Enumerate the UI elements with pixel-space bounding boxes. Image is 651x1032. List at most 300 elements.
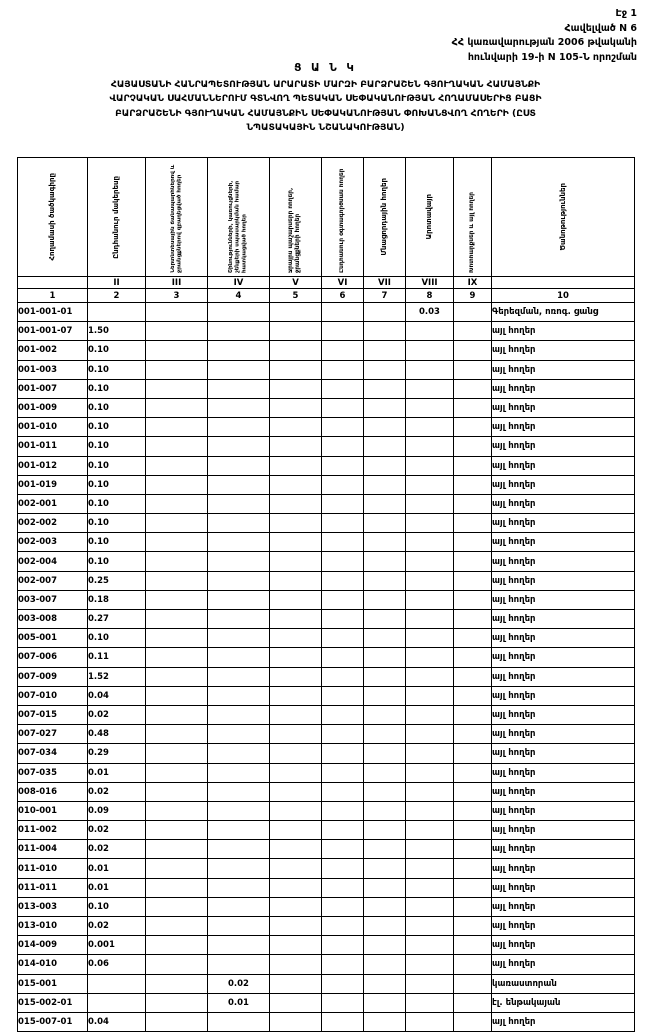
cell-buildings <box>208 859 270 878</box>
cell-pasture <box>406 590 454 609</box>
cell-notes: այլ հողեր <box>492 840 635 859</box>
cell-total-area: 0.10 <box>88 629 146 648</box>
cell-residual <box>364 418 406 437</box>
cell-pasture <box>406 725 454 744</box>
table-row <box>18 475 635 494</box>
cell-buildings <box>208 667 270 686</box>
cell-code: 002-003 <box>18 533 88 552</box>
land-registry-table <box>17 157 635 1032</box>
cell-residual <box>364 917 406 936</box>
table-roman-row <box>18 277 635 289</box>
cell-roads-canals <box>146 1012 208 1031</box>
cell-notes: այլ հողեր <box>492 744 635 763</box>
cell-common-use <box>322 840 364 859</box>
cell-residual <box>364 878 406 897</box>
cell-pasture <box>406 667 454 686</box>
cell-pasture <box>406 917 454 936</box>
cell-roads-canals <box>146 322 208 341</box>
cell-total-area: 0.10 <box>88 552 146 571</box>
cell-common-use <box>322 705 364 724</box>
page-number: Էջ 1 <box>615 8 637 19</box>
cell-water <box>270 840 322 859</box>
cell-hayfields <box>454 322 492 341</box>
cell-roads-canals <box>146 494 208 513</box>
cell-pasture <box>406 936 454 955</box>
cell-code: 011-002 <box>18 821 88 840</box>
cell-roads-canals <box>146 437 208 456</box>
cell-buildings <box>208 955 270 974</box>
cell-common-use <box>322 763 364 782</box>
cell-residual <box>364 936 406 955</box>
table-row <box>18 782 635 801</box>
cell-residual <box>364 648 406 667</box>
subtitle-line-4: ՆՊԱՏԱԿԱՅԻՆ ՆՇԱՆԱԿՈՒԹՅԱՆ) <box>246 121 405 133</box>
cell-residual <box>364 322 406 341</box>
cell-roads-canals <box>146 859 208 878</box>
cell-notes: այլ հողեր <box>492 936 635 955</box>
cell-roads-canals <box>146 801 208 820</box>
cell-buildings <box>208 360 270 379</box>
cell-roads-canals <box>146 360 208 379</box>
colnum-10: 10 <box>492 289 635 303</box>
cell-pasture <box>406 494 454 513</box>
cell-common-use <box>322 341 364 360</box>
column-header-total-area-label: Ընդհանուր մակերեսը <box>112 175 121 259</box>
cell-pasture <box>406 821 454 840</box>
cell-common-use <box>322 437 364 456</box>
cell-pasture <box>406 705 454 724</box>
page-subtitle <box>20 78 631 135</box>
cell-total-area: 0.04 <box>88 1012 146 1031</box>
cell-residual <box>364 341 406 360</box>
cell-notes: այլ հողեր <box>492 360 635 379</box>
cell-notes: էլ. ենթակայան <box>492 993 635 1012</box>
cell-total-area: 0.18 <box>88 590 146 609</box>
cell-common-use <box>322 610 364 629</box>
cell-residual <box>364 763 406 782</box>
cell-residual <box>364 705 406 724</box>
cell-roads-canals <box>146 897 208 916</box>
cell-code: 002-001 <box>18 494 88 513</box>
cell-code: 007-034 <box>18 744 88 763</box>
cell-water <box>270 763 322 782</box>
cell-roads-canals <box>146 475 208 494</box>
table-row <box>18 744 635 763</box>
cell-water <box>270 897 322 916</box>
cell-roads-canals <box>146 341 208 360</box>
document-header-block <box>452 22 637 65</box>
cell-notes: այլ հողեր <box>492 763 635 782</box>
cell-hayfields <box>454 475 492 494</box>
cell-hayfields <box>454 801 492 820</box>
cell-residual <box>364 590 406 609</box>
cell-notes: այլ հողեր <box>492 398 635 417</box>
cell-code: 001-019 <box>18 475 88 494</box>
cell-roads-canals <box>146 418 208 437</box>
cell-hayfields <box>454 955 492 974</box>
colnum-7: 7 <box>364 289 406 303</box>
cell-pasture <box>406 974 454 993</box>
cell-water <box>270 667 322 686</box>
cell-buildings <box>208 878 270 897</box>
table-row <box>18 552 635 571</box>
table-row <box>18 398 635 417</box>
cell-common-use <box>322 303 364 322</box>
cell-notes: այլ հողեր <box>492 725 635 744</box>
cell-buildings <box>208 629 270 648</box>
cell-pasture <box>406 897 454 916</box>
cell-water <box>270 725 322 744</box>
cell-roads-canals <box>146 744 208 763</box>
cell-notes: այլ հողեր <box>492 322 635 341</box>
cell-code: 001-003 <box>18 360 88 379</box>
cell-code: 008-016 <box>18 782 88 801</box>
cell-hayfields <box>454 341 492 360</box>
cell-notes: այլ հողեր <box>492 859 635 878</box>
cell-roads-canals <box>146 955 208 974</box>
cell-roads-canals <box>146 456 208 475</box>
cell-hayfields <box>454 705 492 724</box>
cell-notes: այլ հողեր <box>492 629 635 648</box>
cell-hayfields <box>454 878 492 897</box>
cell-residual <box>364 725 406 744</box>
cell-common-use <box>322 974 364 993</box>
table-number-row <box>18 289 635 303</box>
cell-buildings <box>208 763 270 782</box>
cell-hayfields <box>454 648 492 667</box>
table-row <box>18 725 635 744</box>
cell-hayfields <box>454 686 492 705</box>
cell-total-area: 0.02 <box>88 840 146 859</box>
roman-4: IV <box>208 277 270 289</box>
cell-water <box>270 1012 322 1031</box>
cell-notes: այլ հողեր <box>492 552 635 571</box>
cell-pasture <box>406 782 454 801</box>
cell-total-area: 0.10 <box>88 398 146 417</box>
cell-total-area: 0.09 <box>88 801 146 820</box>
cell-common-use <box>322 590 364 609</box>
cell-hayfields <box>454 859 492 878</box>
roman-1 <box>18 277 88 289</box>
cell-roads-canals <box>146 648 208 667</box>
cell-common-use <box>322 398 364 417</box>
cell-common-use <box>322 571 364 590</box>
table-row <box>18 667 635 686</box>
table-row <box>18 629 635 648</box>
cell-total-area: 0.01 <box>88 878 146 897</box>
cell-hayfields <box>454 590 492 609</box>
cell-hayfields <box>454 437 492 456</box>
column-header-buildings-label: Շինությունների, կառույցների, շենքերի սպասարկման համար հատկացված հողեր <box>228 180 248 273</box>
table-row <box>18 418 635 437</box>
cell-water <box>270 629 322 648</box>
cell-code: 007-035 <box>18 763 88 782</box>
cell-total-area: 1.52 <box>88 667 146 686</box>
cell-pasture <box>406 533 454 552</box>
cell-buildings <box>208 705 270 724</box>
cell-water <box>270 533 322 552</box>
cell-code: 001-012 <box>18 456 88 475</box>
cell-water <box>270 648 322 667</box>
cell-water <box>270 705 322 724</box>
cell-residual <box>364 629 406 648</box>
cell-total-area: 0.10 <box>88 456 146 475</box>
cell-hayfields <box>454 840 492 859</box>
cell-pasture <box>406 955 454 974</box>
cell-buildings <box>208 533 270 552</box>
cell-roads-canals <box>146 590 208 609</box>
column-header-buildings <box>208 158 270 277</box>
roman-6: VI <box>322 277 364 289</box>
cell-pasture <box>406 552 454 571</box>
cell-code: 011-011 <box>18 878 88 897</box>
cell-buildings <box>208 897 270 916</box>
cell-common-use <box>322 936 364 955</box>
cell-water <box>270 801 322 820</box>
cell-total-area: 0.02 <box>88 821 146 840</box>
table-row <box>18 763 635 782</box>
cell-hayfields <box>454 936 492 955</box>
cell-hayfields <box>454 725 492 744</box>
cell-notes: այլ հողեր <box>492 917 635 936</box>
cell-water <box>270 936 322 955</box>
cell-buildings <box>208 418 270 437</box>
cell-residual <box>364 552 406 571</box>
cell-pasture <box>406 801 454 820</box>
cell-residual <box>364 303 406 322</box>
cell-pasture <box>406 744 454 763</box>
cell-hayfields <box>454 360 492 379</box>
header-line-1: Հավելված N 6 <box>564 23 637 34</box>
cell-code: 002-004 <box>18 552 88 571</box>
cell-roads-canals <box>146 552 208 571</box>
cell-water <box>270 552 322 571</box>
cell-residual <box>364 398 406 417</box>
cell-pasture <box>406 610 454 629</box>
cell-residual <box>364 610 406 629</box>
cell-total-area <box>88 303 146 322</box>
cell-total-area: 0.02 <box>88 782 146 801</box>
table-row <box>18 840 635 859</box>
table-row <box>18 437 635 456</box>
cell-roads-canals <box>146 878 208 897</box>
cell-hayfields <box>454 514 492 533</box>
cell-total-area: 0.10 <box>88 533 146 552</box>
cell-total-area: 0.10 <box>88 437 146 456</box>
cell-residual <box>364 801 406 820</box>
cell-code: 014-009 <box>18 936 88 955</box>
cell-pasture <box>406 360 454 379</box>
cell-code: 010-001 <box>18 801 88 820</box>
cell-hayfields <box>454 744 492 763</box>
cell-residual <box>364 1012 406 1031</box>
cell-total-area: 0.10 <box>88 341 146 360</box>
table-row <box>18 322 635 341</box>
cell-buildings <box>208 552 270 571</box>
cell-hayfields <box>454 494 492 513</box>
cell-notes: այլ հողեր <box>492 667 635 686</box>
cell-notes: այլ հողեր <box>492 494 635 513</box>
cell-pasture <box>406 993 454 1012</box>
cell-roads-canals <box>146 514 208 533</box>
cell-roads-canals <box>146 303 208 322</box>
roman-9: IX <box>454 277 492 289</box>
cell-roads-canals <box>146 533 208 552</box>
cell-water <box>270 322 322 341</box>
cell-pasture <box>406 1012 454 1031</box>
cell-buildings <box>208 437 270 456</box>
cell-pasture <box>406 437 454 456</box>
cell-code: 001-001-07 <box>18 322 88 341</box>
subtitle-line-2: ՎԱՐՉԱԿԱՆ ՍԱՀՄԱՆՆԵՐՈՒՄ ԳՏՆՎՈՂ ՊԵՏԱԿԱՆ ՍԵՓԱԿԱՆՈՒԹՅԱՆ ՀՈՂԱՄԱՍԵՐԻՑ ԲԱՑԻ <box>109 93 542 105</box>
roman-7: VII <box>364 277 406 289</box>
cell-total-area: 0.10 <box>88 494 146 513</box>
cell-water <box>270 859 322 878</box>
cell-water <box>270 993 322 1012</box>
column-header-common-use-label: Ընդհանուր օգտագործման հողեր <box>338 168 345 273</box>
cell-hayfields <box>454 974 492 993</box>
cell-common-use <box>322 993 364 1012</box>
cell-water <box>270 514 322 533</box>
cell-pasture <box>406 686 454 705</box>
cell-total-area: 0.27 <box>88 610 146 629</box>
roman-10 <box>492 277 635 289</box>
table-row <box>18 494 635 513</box>
header-line-2: ՀՀ կառավարության 2006 թվականի <box>451 37 637 49</box>
cell-total-area: 0.06 <box>88 955 146 974</box>
cell-residual <box>364 686 406 705</box>
cell-water <box>270 610 322 629</box>
cell-hayfields <box>454 629 492 648</box>
cell-total-area <box>88 993 146 1012</box>
table-row <box>18 590 635 609</box>
cell-notes: այլ հողեր <box>492 955 635 974</box>
cell-code: 015-002-01 <box>18 993 88 1012</box>
cell-code: 007-027 <box>18 725 88 744</box>
cell-residual <box>364 955 406 974</box>
cell-common-use <box>322 744 364 763</box>
cell-residual <box>364 514 406 533</box>
cell-water <box>270 360 322 379</box>
cell-pasture <box>406 648 454 667</box>
cell-buildings: 0.01 <box>208 993 270 1012</box>
cell-buildings <box>208 379 270 398</box>
cell-notes: այլ հողեր <box>492 533 635 552</box>
cell-pasture <box>406 456 454 475</box>
table-row <box>18 686 635 705</box>
cell-water <box>270 494 322 513</box>
cell-total-area: 0.01 <box>88 859 146 878</box>
cell-water <box>270 303 322 322</box>
cell-notes: այլ հողեր <box>492 456 635 475</box>
cell-total-area: 0.10 <box>88 379 146 398</box>
cell-common-use <box>322 360 364 379</box>
cell-notes: այլ հողեր <box>492 821 635 840</box>
colnum-5: 5 <box>270 289 322 303</box>
cell-code: 007-010 <box>18 686 88 705</box>
cell-roads-canals <box>146 917 208 936</box>
cell-hayfields <box>454 456 492 475</box>
cell-residual <box>364 859 406 878</box>
cell-buildings <box>208 475 270 494</box>
column-header-pasture-label: Արոտավայր <box>425 194 434 240</box>
cell-total-area: 0.001 <box>88 936 146 955</box>
cell-code: 001-009 <box>18 398 88 417</box>
column-header-notes-label: Ծանոթություններ <box>558 183 567 251</box>
cell-common-use <box>322 494 364 513</box>
cell-pasture <box>406 379 454 398</box>
header-line-3: հունվարի 19-ի N 105-Ն որոշման <box>467 51 637 63</box>
colnum-3: 3 <box>146 289 208 303</box>
cell-total-area: 0.25 <box>88 571 146 590</box>
cell-common-use <box>322 456 364 475</box>
table-row <box>18 456 635 475</box>
cell-buildings <box>208 917 270 936</box>
cell-pasture <box>406 398 454 417</box>
column-header-pasture <box>406 158 454 277</box>
cell-total-area: 0.02 <box>88 917 146 936</box>
cell-notes: կառաստորան <box>492 974 635 993</box>
cell-hayfields <box>454 552 492 571</box>
cell-roads-canals <box>146 821 208 840</box>
cell-roads-canals <box>146 840 208 859</box>
cell-pasture <box>406 878 454 897</box>
roman-8: VIII <box>406 277 454 289</box>
page-title: Ց Ա Ն Կ <box>294 62 357 74</box>
cell-hayfields <box>454 897 492 916</box>
cell-roads-canals <box>146 705 208 724</box>
cell-pasture <box>406 629 454 648</box>
table-row <box>18 974 635 993</box>
table-row <box>18 821 635 840</box>
cell-residual <box>364 456 406 475</box>
colnum-4: 4 <box>208 289 270 303</box>
cell-notes: այլ հողեր <box>492 897 635 916</box>
cell-water <box>270 398 322 417</box>
cell-common-use <box>322 917 364 936</box>
cell-water <box>270 475 322 494</box>
cell-residual <box>364 475 406 494</box>
cell-notes: այլ հողեր <box>492 1012 635 1031</box>
cell-common-use <box>322 629 364 648</box>
colnum-8: 8 <box>406 289 454 303</box>
cell-common-use <box>322 801 364 820</box>
cell-roads-canals <box>146 993 208 1012</box>
cell-hayfields <box>454 667 492 686</box>
cell-code: 001-010 <box>18 418 88 437</box>
cell-notes: այլ հողեր <box>492 475 635 494</box>
cell-code: 003-007 <box>18 590 88 609</box>
cell-roads-canals <box>146 763 208 782</box>
column-header-water-label: Ջրային պաշարների հողեր, ջրանցքների հողեր <box>288 187 302 273</box>
cell-total-area <box>88 974 146 993</box>
cell-buildings <box>208 494 270 513</box>
table-row <box>18 514 635 533</box>
cell-roads-canals <box>146 629 208 648</box>
cell-code: 013-010 <box>18 917 88 936</box>
cell-buildings <box>208 514 270 533</box>
cell-water <box>270 878 322 897</box>
cell-pasture <box>406 322 454 341</box>
cell-common-use <box>322 878 364 897</box>
cell-code: 002-002 <box>18 514 88 533</box>
cell-roads-canals <box>146 936 208 955</box>
cell-residual <box>364 744 406 763</box>
cell-pasture: 0.03 <box>406 303 454 322</box>
cell-code: 013-003 <box>18 897 88 916</box>
cell-code: 007-009 <box>18 667 88 686</box>
cell-code: 014-010 <box>18 955 88 974</box>
